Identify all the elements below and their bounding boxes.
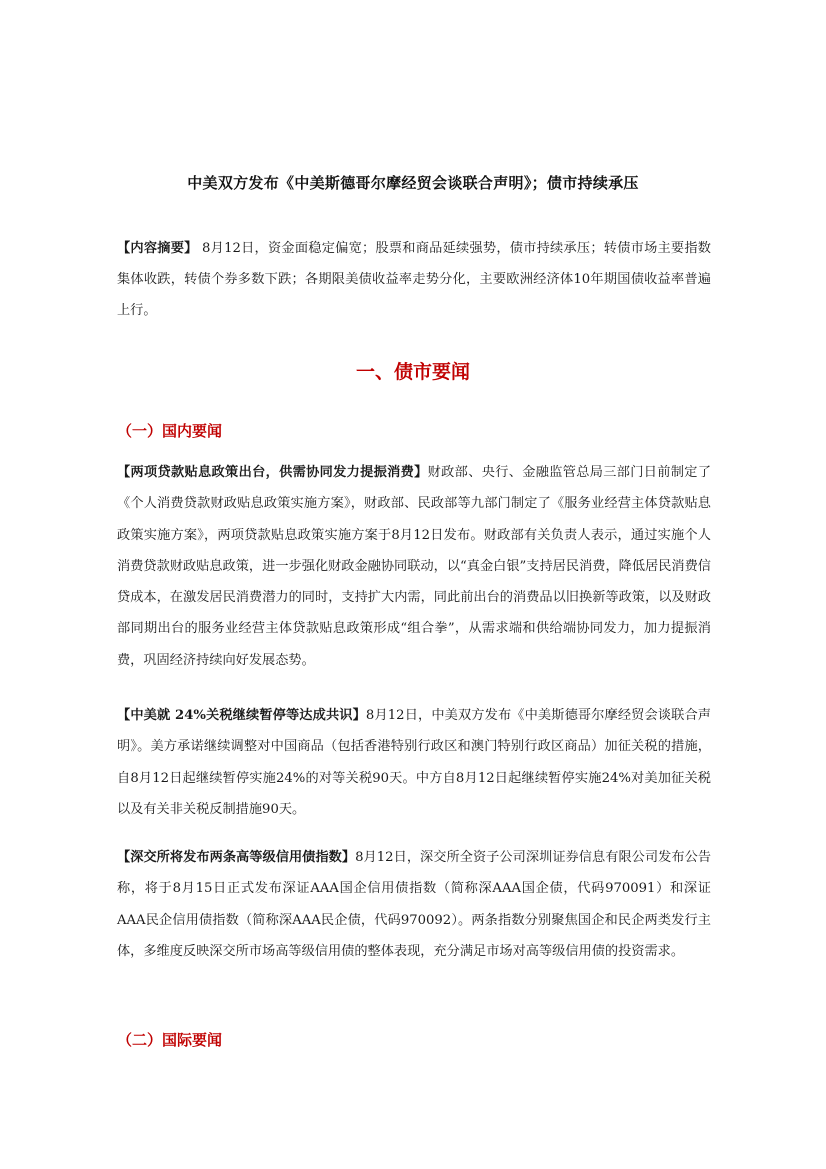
subsection-title-domestic: （一）国内要闻	[117, 422, 223, 440]
section-title-bond-news: 一、债市要闻	[355, 361, 470, 383]
news-item-tariff	[117, 700, 711, 825]
news-body: 8月12日，中美双方发布《中美斯德哥尔摩经贸会谈联合声明》。美方承诺继续调整对中国商品（包括香港特别行政区和澳门特别行政区商品）加征关税的措施，自8月12日起继续暂停实施24%的对等关税90天。中方自8月12日起继续暂停实施24%对美加征关税以及有关非关税反制措施90天。	[117, 708, 711, 817]
subsection-title-international: （二）国际要闻	[117, 1031, 223, 1049]
news-headline: 【中美就 24%关税继续暂停等达成共识】	[117, 708, 366, 723]
abstract-text: 8月12日，资金面稳定偏宽；股票和商品延续强势，债市持续承压；转债市场主要指数集体收跌，转债个券多数下跌；各期限美债收益率走势分化，主要欧洲经济体10年期国债收益率普遍上行。	[117, 241, 711, 318]
news-headline: 【深交所将发布两条高等级信用债指数】	[117, 850, 356, 865]
news-body: 8月12日，深交所全资子公司深圳证券信息有限公司发布公告称，将于8月15日正式发布深证AAA国企信用债指数（简称深AAA国企债，代码970091）和深证AAA民企信用债指数（简称深AAA民企债，代码970092）。两条指数分别聚焦国企和民企两类发行主体，多维度反映深交所市场高等级信用债的整体表现，充分满足市场对高等级信用债的投资需求。	[117, 850, 712, 959]
news-body: 财政部、央行、金融监管总局三部门日前制定了《个人消费贷款财政贴息政策实施方案》，财政部、民政部等九部门制定了《服务业经营主体贷款贴息政策实施方案》，两项贷款贴息政策实施方案于8月12日发布。财政部有关负责人表示，通过实施个人消费贷款财政贴息政策，进一步强化财政金融协同联动，以“真金白银”支持居民消费，降低居民消费信贷成本，在激发居民消费潜力的同时，支持扩大内需，同此前出台的消费品以旧换新等政策，以及财政部同期出台的服务业经营主体贷款贴息政策形成“组合拳”，从需求端和供给端协同发力，加力提振消费，巩固经济持续向好发展态势。	[117, 465, 712, 668]
abstract-paragraph	[117, 233, 711, 326]
news-headline: 【两项贷款贴息政策出台，供需协同发力提振消费】	[117, 465, 428, 480]
document-title: 中美双方发布《中美斯德哥尔摩经贸会谈联合声明》；债市持续承压	[187, 174, 639, 192]
abstract-label: 【内容摘要】	[117, 241, 198, 256]
news-item-loan-subsidy	[117, 457, 711, 676]
news-item-szse-index	[117, 842, 711, 967]
